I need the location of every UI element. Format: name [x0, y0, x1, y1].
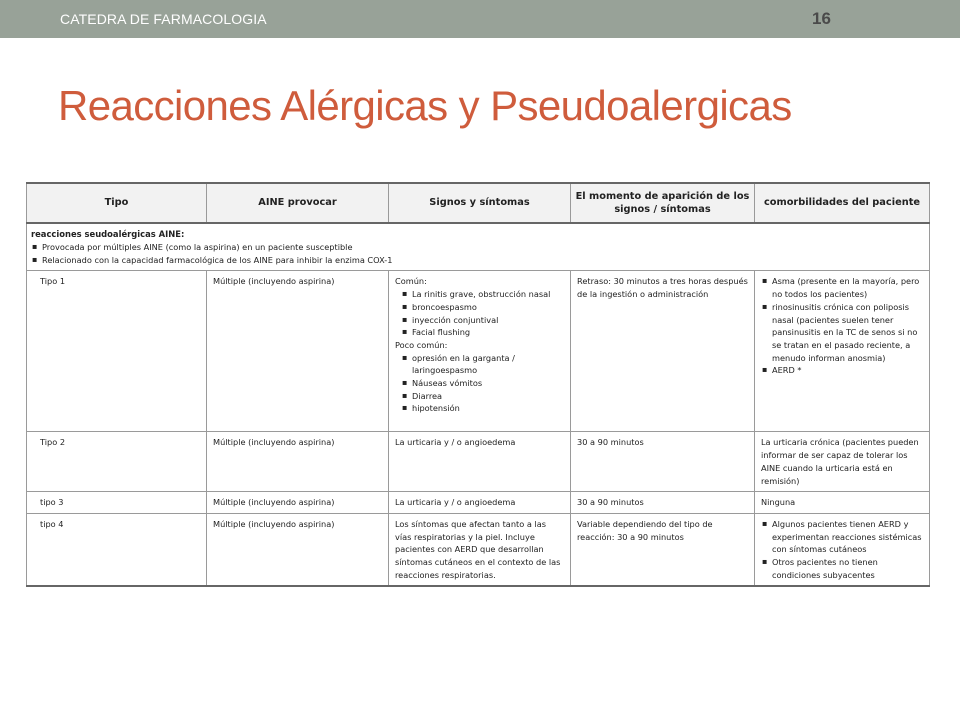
list-item: ▪ AERD * [761, 364, 923, 377]
cell-tipo: Tipo 2 [27, 432, 207, 492]
cell-tipo: tipo 3 [27, 492, 207, 514]
column-header-tipo: Tipo [27, 183, 207, 223]
info-list [31, 241, 925, 266]
column-header-momento: El momento de aparición de los signos / síntomas [571, 183, 755, 223]
signos-comun-list [395, 288, 564, 339]
info-row [27, 223, 930, 271]
signos-poco-list [395, 352, 564, 416]
info-heading: reacciones seudoalérgicas AINE: [31, 229, 185, 239]
cell-signos: La urticaria y / o angioedema [389, 432, 571, 492]
cell-momento: Variable dependiendo del tipo de reacción: 30 a 90 minutos [571, 513, 755, 586]
cell-comorbilidades [755, 271, 930, 432]
list-item: ▪ Algunos pacientes tienen AERD y experimentan reacciones sistémicas con síntomas cutáneos [761, 518, 923, 556]
list-item: ▪ Otros pacientes no tienen condiciones subyacentes [761, 556, 923, 581]
cell-comorbilidades: Ninguna [755, 492, 930, 514]
signos-comun-label: Común: [395, 276, 427, 287]
list-item: ▪ inyección conjuntival [401, 314, 564, 327]
list-item: ▪ Facial flushing [401, 326, 564, 339]
list-item: ▪ broncoespasmo [401, 301, 564, 314]
slide-title: Reacciones Alérgicas y Pseudoalergicas [58, 82, 792, 129]
cell-aine: Múltiple (incluyendo aspirina) [207, 492, 389, 514]
cell-comorbilidades [755, 513, 930, 586]
table-row-tipo-1 [27, 271, 930, 432]
cell-momento: 30 a 90 minutos [571, 492, 755, 514]
cell-aine: Múltiple (incluyendo aspirina) [207, 432, 389, 492]
cell-comorbilidades: La urticaria crónica (pacientes pueden informar de ser capaz de tolerar los AINE cuando la urticaria está en remisión) [755, 432, 930, 492]
page-number: 16 [812, 9, 831, 28]
list-item: ▪ rinosinusitis crónica con poliposis nasal (pacientes suelen tener pansinusitis en la TC de senos si no se tratan en el pasado reciente, a menudo informan anosmia) [761, 301, 923, 365]
list-item: ▪ hipotensión [401, 402, 564, 415]
table-header-row [27, 183, 930, 223]
cell-signos [389, 271, 571, 432]
column-header-comorbilidades: comorbilidades del paciente [755, 183, 930, 223]
list-item: ▪ opresión en la garganta / laringoespasmo [401, 352, 564, 377]
comorbilidades-list [761, 518, 923, 582]
cell-aine: Múltiple (incluyendo aspirina) [207, 271, 389, 432]
course-name: CATEDRA DE FARMACOLOGIA [60, 11, 267, 27]
column-header-signos: Signos y síntomas [389, 183, 571, 223]
reactions-table [26, 182, 929, 587]
list-item: ▪ Diarrea [401, 390, 564, 403]
cell-tipo: tipo 4 [27, 513, 207, 586]
cell-aine: Múltiple (incluyendo aspirina) [207, 513, 389, 586]
cell-momento: 30 a 90 minutos [571, 432, 755, 492]
signos-poco-label: Poco común: [395, 339, 448, 350]
info-bullet: ▪ Relacionado con la capacidad farmacológica de los AINE para inhibir la enzima COX-1 [31, 254, 925, 267]
cell-tipo: Tipo 1 [27, 271, 207, 432]
list-item: ▪ Náuseas vómitos [401, 377, 564, 390]
table-row-tipo-3 [27, 492, 930, 514]
cell-momento: Retraso: 30 minutos a tres horas después de la ingestión o administración [571, 271, 755, 432]
info-cell [27, 223, 930, 271]
table-row-tipo-2 [27, 432, 930, 492]
comorbilidades-list [761, 275, 923, 377]
cell-signos: Los síntomas que afectan tanto a las vías respiratorias y la piel. Incluye pacientes con AERD que desarrollan síntomas cutáneos en el contexto de las reacciones respiratorias. [389, 513, 571, 586]
info-bullet: ▪ Provocada por múltiples AINE (como la aspirina) en un paciente susceptible [31, 241, 925, 254]
cell-signos: La urticaria y / o angioedema [389, 492, 571, 514]
list-item: ▪ Asma (presente en la mayoría, pero no todos los pacientes) [761, 275, 923, 300]
column-header-aine: AINE provocar [207, 183, 389, 223]
table-row-tipo-4 [27, 513, 930, 586]
list-item: ▪ La rinitis grave, obstrucción nasal [401, 288, 564, 301]
